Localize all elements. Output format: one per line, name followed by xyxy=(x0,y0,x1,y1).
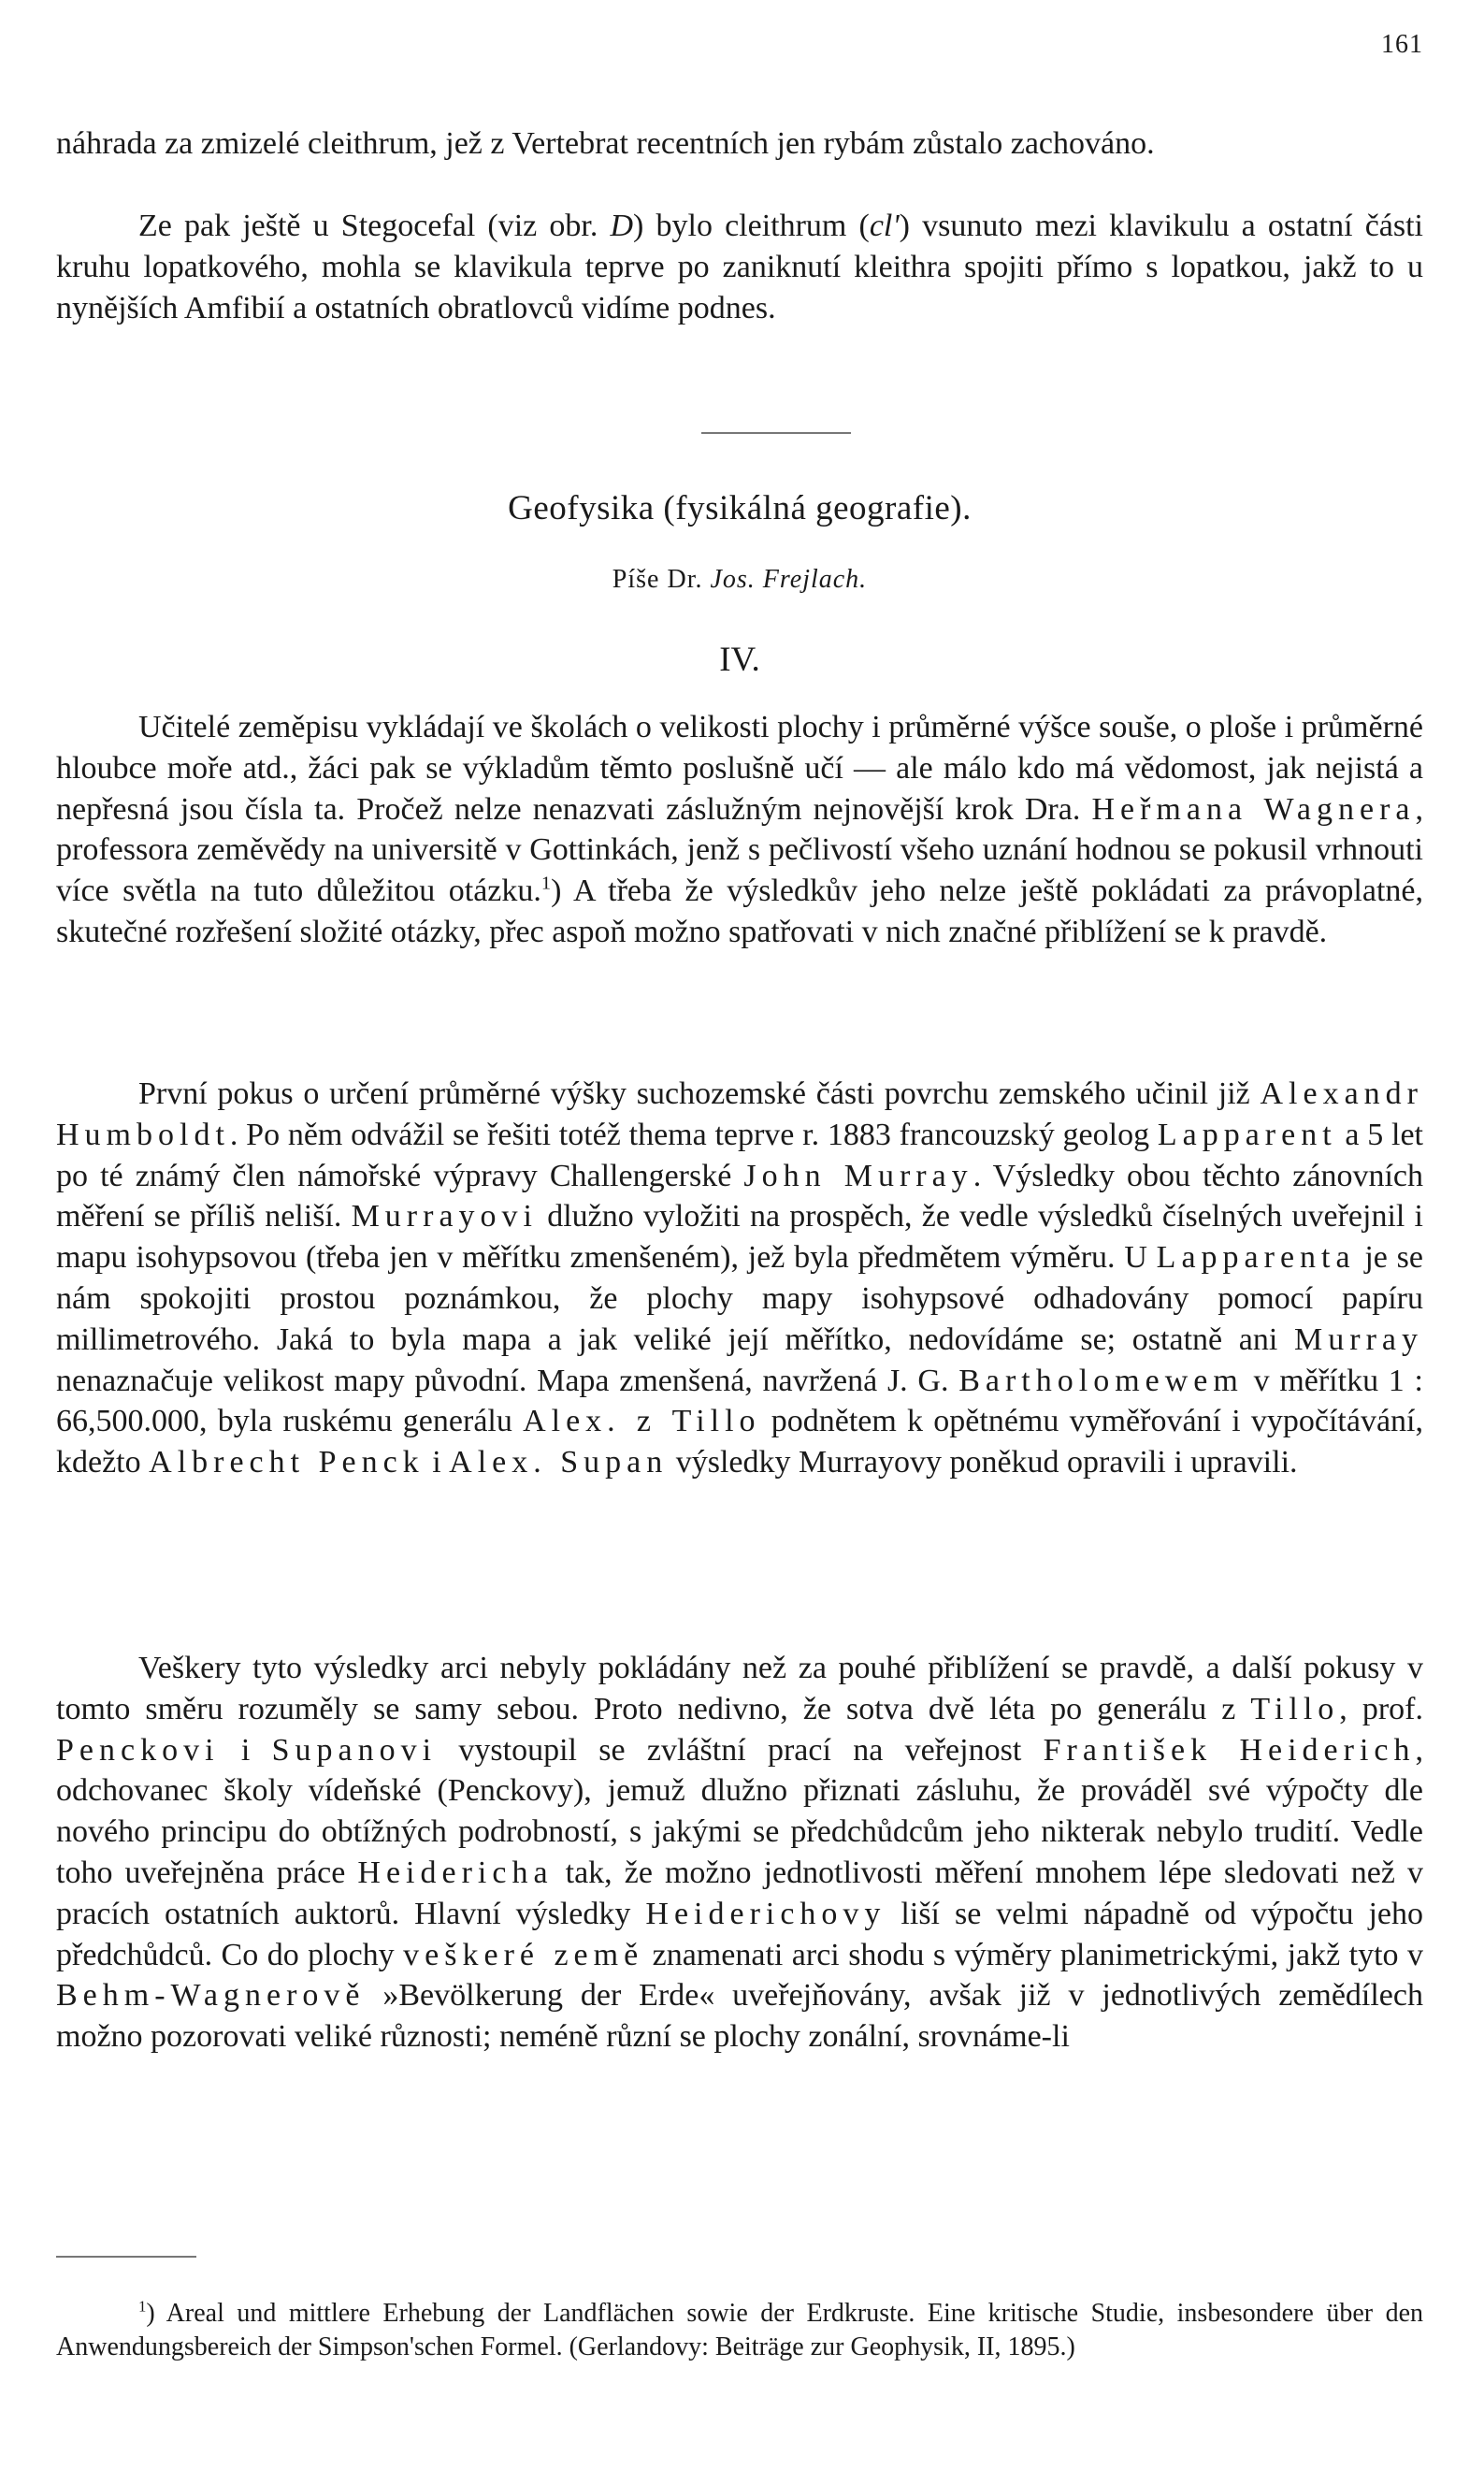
paragraph-history xyxy=(56,1074,1423,1483)
text-run: je se nám spokojiti prostou poznámkou, že plochy mapy isohypsové odhadovány pomocí papíru millimetrového. Jaká to byla mapa a jak veliké její měřítko, nedovídáme se; ostatně ani xyxy=(56,1240,1423,1357)
text-run: Veškery tyto výsledky arci nebyly pokládány než za pouhé přiblížení se pravdě, a další pokusy v tomto směru rozuměly se samy sebou. Proto nedivno, že sotva dvě léta po generálu z xyxy=(56,1651,1423,1726)
text-run: . Výsledky obou těchto zánovních měření se příliš neliší. xyxy=(56,1158,1423,1234)
text-run: i xyxy=(219,1732,272,1768)
person-name: Penckovi xyxy=(56,1732,220,1768)
person-name: František Heiderich xyxy=(1043,1732,1416,1768)
section-title: Geofysika (fysikálná geografie). xyxy=(508,489,972,527)
person-name: John Murray xyxy=(743,1158,973,1193)
text-run: . Po něm odvážil se řešiti totéž thema teprve r. 1883 francouzský geolog xyxy=(229,1117,1158,1152)
paragraph-heiderich xyxy=(56,1648,1423,2058)
emphasis: veškeré země xyxy=(403,1937,644,1972)
person-name: Alex. Supan xyxy=(449,1445,669,1480)
person-name: Murrayovi xyxy=(351,1199,538,1234)
text-run: a 5 let po té známý člen námořské výpravy Challengerské xyxy=(56,1117,1423,1193)
stegocefal-paragraph xyxy=(56,206,1423,328)
figure-reference: D xyxy=(610,209,634,243)
text-run: , prof. xyxy=(1339,1691,1423,1726)
text-run: dlužno vyložiti na prospěch, že vedle výsledků číselných uveřejnil i mapu isohypsovou (třeba jen v měřítku zmenšeném), jež byla předmětem výměru. U xyxy=(56,1199,1423,1276)
person-name: Heřmana Wagnera xyxy=(1091,791,1416,827)
text-run: podnětem k opětnému vyměřování i vypočítávání, kdežto xyxy=(56,1404,1424,1480)
text-run: znamenati arci shodu s výměry planimetrickými, jakž tyto v xyxy=(643,1937,1424,1972)
person-name: Alexandr Humboldt xyxy=(56,1076,1423,1152)
footnote-text: ) Areal und mittlere Erhebung der Landflächen sowie der Erdkruste. Eine kritische Studie, insbesondere über den Anwendungsbereich der Simpson'schen Formel. (Gerlandovy: Beiträge zur Geophysik, II, 1895.) xyxy=(56,2299,1423,2361)
person-name: Supanovi xyxy=(271,1732,438,1768)
person-name: Tillo xyxy=(1250,1691,1340,1726)
text-run: ) vsunuto mezi klavikulu a ostatní části kruhu lopatkového, mohla se klavikula teprve po zaniknutí kleithra spojiti přímo s lopatkou, jakž to u nynějších Amfibií a ostatních obratlovců vidíme podnes. xyxy=(56,209,1423,325)
text-run: Učitelé zeměpisu vykládají ve školách o velikosti plochy i průměrné výšce souše, o ploše i průměrné hloubce moře atd., žáci pak se výkladům těmto poslušně učí — ale málo kdo má vědomost, jak nejistá a nepřesná jsou čísla ta. Pročež nelze nenazvati záslužným nejnovější krok Dra. xyxy=(56,710,1423,827)
text-run: liší se velmi nápadně od výpočtu jeho předchůdců. Co do plochy xyxy=(56,1896,1423,1972)
person-name: Alex. z Tillo xyxy=(523,1404,761,1439)
text-run: ) A třeba že výsledkův jeho nelze ještě pokládati za právoplatné, skutečné rozřešení složité otázky, přec aspoň možno spatřovati v nich značné přiblížení se k pravdě. xyxy=(56,874,1423,949)
cleithrum-code: cl' xyxy=(869,209,900,243)
author-name: Jos. Frejlach. xyxy=(710,565,868,594)
person-name: Lapparenta xyxy=(1156,1240,1356,1276)
text-run: J. G. xyxy=(886,1363,959,1398)
page-number: 161 xyxy=(1381,30,1423,59)
footnote-marker: 1 xyxy=(138,2297,147,2316)
text-run: »Bevölkerung der Erde« uveřejňovány, avšak již v jednotlivých zemědílech možno pozorovati veliké různosti; neméně různí se plochy zonální, srovnáme-li xyxy=(56,1978,1423,2055)
text-run: v měřítku 1 : 66,500.000, byla ruskému generálu xyxy=(56,1363,1423,1439)
text-run: , professora zeměvědy na universitě v Gottinkách, jenž s pečlivostí všeho uznání hodnou se pokusil vrhnouti více světla na tuto důležitou otázku. xyxy=(56,791,1423,909)
text-run: ) bylo cleithrum ( xyxy=(633,209,870,243)
document-page xyxy=(56,0,1423,2469)
text-run: tak, že možno jednotlivosti měření mnohem lépe sledovati než v pracích ostatních auktorů. Hlavní výsledky xyxy=(56,1855,1423,1931)
person-name: Behm-Wagnerově xyxy=(56,1978,366,2014)
footnote-reference: 1 xyxy=(540,873,552,894)
author-prefix: Píše Dr. xyxy=(612,565,711,594)
person-name: Heiderichovy xyxy=(645,1896,886,1931)
text-run: výsledky Murrayovy poněkud opravili i upravili. xyxy=(668,1445,1298,1480)
person-name: Murray xyxy=(1294,1321,1423,1357)
chapter-numeral: IV. xyxy=(719,641,760,679)
author-line xyxy=(56,565,1423,595)
person-name: Albrecht Penck xyxy=(149,1445,425,1480)
text-run: , odchovanec školy vídeňské (Penckovy), jemuž dlužno přiznati zásluhu, že prováděl své výpočty dle nového principu do obtížných podrobností, s jakými se předchůdcům jeho nikterak nebylo trudití. Vedle toho uveřejněna práce xyxy=(56,1732,1423,1890)
footnote xyxy=(56,2297,1423,2364)
paragraph-wagner xyxy=(56,707,1423,953)
lead-paragraph: náhrada za zmizelé cleithrum, jež z Vertebrat recentních jen rybám zůstalo zachováno. xyxy=(56,126,1155,161)
person-name: Bartholomewem xyxy=(958,1363,1244,1398)
text-run: Ze pak ještě u Stegocefal (viz obr. xyxy=(138,209,611,243)
person-name: Lapparent xyxy=(1157,1117,1337,1152)
text-run: První pokus o určení průměrné výšky suchozemské části povrchu zemského učinil již xyxy=(138,1076,1261,1111)
section-separator xyxy=(701,432,851,434)
text-run: i xyxy=(424,1445,450,1480)
text-run: nenaznačuje velikost mapy původní. Mapa zmenšená, navržená xyxy=(56,1363,887,1398)
person-name: Heidericha xyxy=(357,1855,554,1890)
footnote-rule xyxy=(56,2256,196,2258)
text-run: vystoupil se zvláštní prací na veřejnost xyxy=(437,1732,1044,1768)
